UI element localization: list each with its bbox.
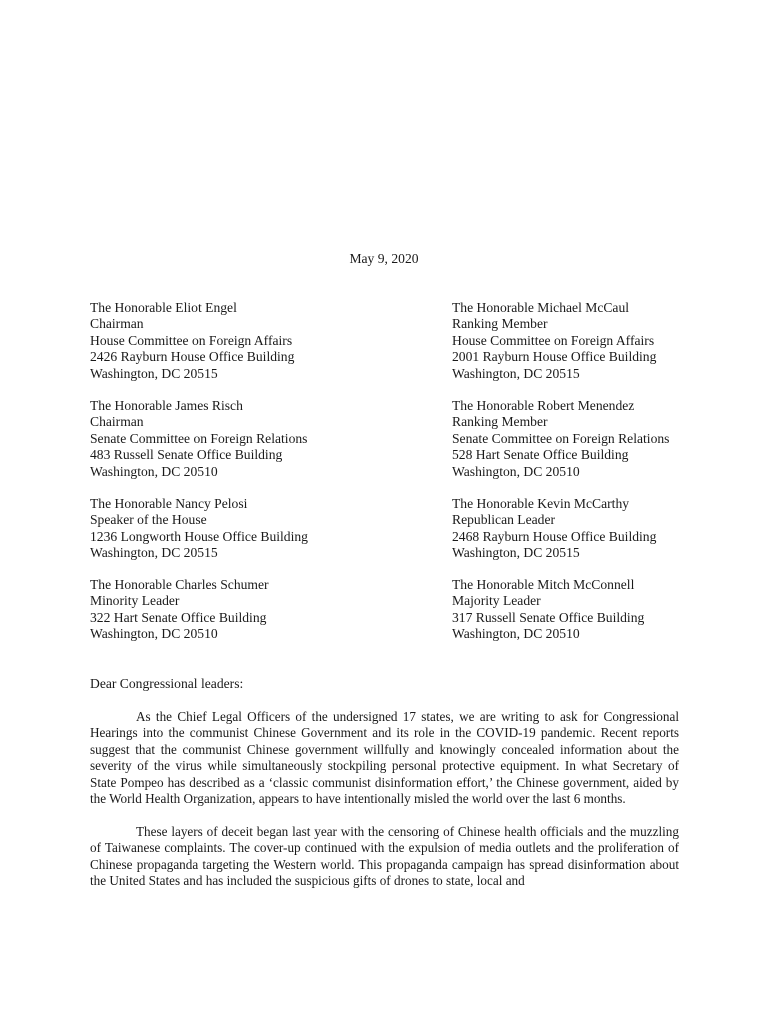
recipient-title: Majority Leader	[452, 593, 541, 609]
recipient-city: Washington, DC 20515	[90, 365, 218, 381]
recipient-address: 322 Hart Senate Office Building	[90, 609, 267, 625]
recipient-block-menendez	[452, 398, 768, 480]
recipient-org: House Committee on Foreign Affairs	[90, 332, 293, 348]
recipient-block-pelosi	[90, 496, 410, 562]
recipient-city: Washington, DC 20510	[452, 626, 580, 642]
recipient-name: The Honorable Mitch McConnell	[452, 577, 635, 592]
body-paragraph-2: These layers of deceit began last year with the censoring of Chinese health officials and the muzzling of Taiwanese complaints. The cover-up continued with the expulsion of media outlets and the proliferation of Chinese propaganda targeting the Western world. This propaganda campaign has spread disinformation about the United States and has included the suspicious gifts of drones to state, local and	[90, 824, 679, 889]
recipient-city: Washington, DC 20515	[452, 365, 580, 381]
salutation: Dear Congressional leaders:	[90, 676, 244, 691]
recipient-name: The Honorable Nancy Pelosi	[90, 496, 248, 511]
recipient-city: Washington, DC 20515	[90, 545, 218, 561]
recipient-city: Washington, DC 20510	[90, 463, 218, 479]
recipient-city: Washington, DC 20510	[452, 463, 580, 479]
recipient-title: Chairman	[90, 414, 144, 430]
recipient-block-engel	[90, 300, 410, 382]
recipient-address: 483 Russell Senate Office Building	[90, 447, 283, 463]
recipient-block-mcconnell	[452, 577, 768, 643]
recipient-name: The Honorable Charles Schumer	[90, 577, 269, 592]
recipient-block-risch	[90, 398, 410, 480]
recipient-title: Minority Leader	[90, 593, 180, 609]
recipient-org: Senate Committee on Foreign Relations	[452, 430, 670, 446]
recipient-name: The Honorable Robert Menendez	[452, 398, 635, 413]
recipient-block-mccarthy	[452, 496, 768, 562]
recipient-org: House Committee on Foreign Affairs	[452, 332, 655, 348]
recipient-name: The Honorable James Risch	[90, 398, 243, 413]
recipient-name: The Honorable Michael McCaul	[452, 300, 630, 315]
recipient-city: Washington, DC 20515	[452, 545, 580, 561]
recipient-block-schumer	[90, 577, 410, 643]
recipient-org: Senate Committee on Foreign Relations	[90, 430, 308, 446]
recipient-name: The Honorable Kevin McCarthy	[452, 496, 630, 511]
recipient-title: Ranking Member	[452, 414, 548, 430]
recipient-address: 1236 Longworth House Office Building	[90, 528, 308, 544]
recipient-address: 2468 Rayburn House Office Building	[452, 528, 657, 544]
recipient-title: Ranking Member	[452, 316, 548, 332]
recipient-city: Washington, DC 20510	[90, 626, 218, 642]
body-paragraph-1: As the Chief Legal Officers of the undersigned 17 states, we are writing to ask for Congressional Hearings into the communist Chinese Government and its role in the COVID-19 pandemic. Recent reports suggest that the communist Chinese government willfully and knowingly concealed information about the severity of the virus while simultaneously stockpiling personal protective equipment. In what Secretary of State Pompeo has described as a ‘classic communist disinformation effort,’ the Chinese government, aided by the World Health Organization, appears to have intentionally misled the world over the last 6 months.	[90, 709, 679, 807]
recipient-title: Republican Leader	[452, 512, 556, 528]
recipient-title: Speaker of the House	[90, 512, 207, 528]
recipient-name: The Honorable Eliot Engel	[90, 300, 237, 315]
recipient-address: 528 Hart Senate Office Building	[452, 447, 629, 463]
recipient-address: 2426 Rayburn House Office Building	[90, 349, 295, 365]
letter-date: May 9, 2020	[349, 251, 419, 266]
recipient-address: 317 Russell Senate Office Building	[452, 609, 645, 625]
recipient-title: Chairman	[90, 316, 144, 332]
recipient-address: 2001 Rayburn House Office Building	[452, 349, 657, 365]
recipient-block-mccaul	[452, 300, 768, 382]
